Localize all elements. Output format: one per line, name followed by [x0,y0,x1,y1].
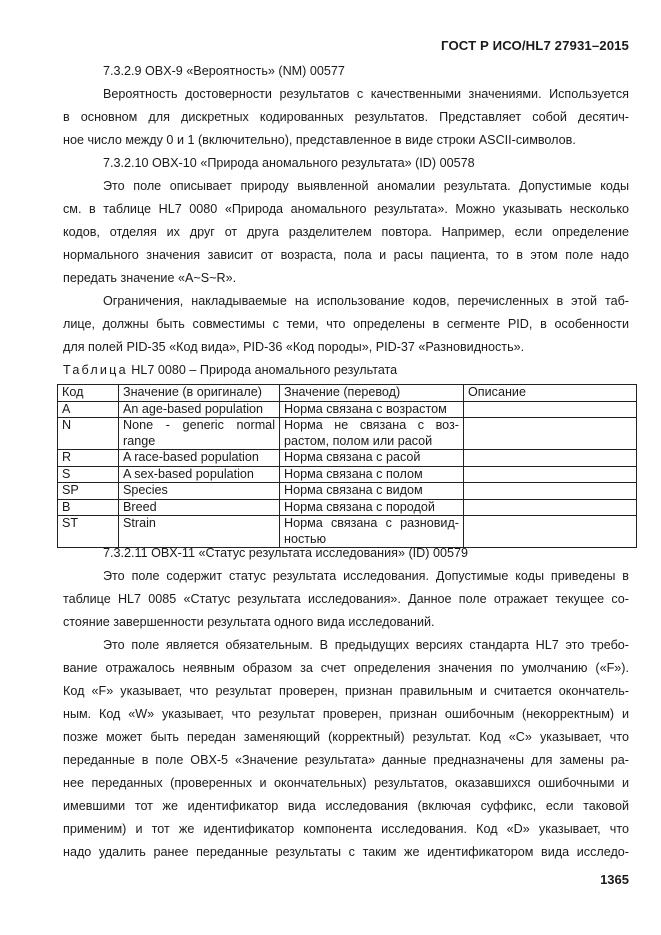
cell-original: Strain [119,516,280,548]
cell-description [464,483,637,500]
cell-line: None - generic normal [123,418,275,432]
cell-line: ностью [284,531,327,546]
paragraph-line: в основном для дискретных кодированных результатов. Представляет собой десятич- [63,110,629,124]
column-header-code: Код [58,385,119,402]
cell-translation [280,516,464,548]
paragraph-line: ным. Код «W» указывает, что результат проверен, признан ошибочным (некорректным) и [63,707,629,721]
cell-original: A race-based population [119,450,280,467]
paragraph-line: Ограничения, накладываемые на использование кодов, перечисленных в этой таб- [103,294,629,308]
cell-original: An age-based population [119,401,280,418]
cell-original: Species [119,483,280,500]
cell-description [464,516,637,548]
paragraph-line: ное число между 0 и 1 (включительно), представленное в виде строки ASCII-символов. [63,133,576,147]
paragraph-line: Это поле описывает природу выявленной аномалии результата. Допустимые коды [103,179,629,193]
paragraph-line: таблице HL7 0085 «Статус результата исследования». Данное поле отражает текущее со- [63,592,629,606]
paragraph-line: переданные в поле OBX-5 «Значение результата» данные предназначены для замены ра- [63,753,629,767]
table-caption [63,362,397,378]
table-caption-text: HL7 0080 – Природа аномального результата [131,363,398,377]
paragraph-line: позже может быть передан заменяющий (корректный) результат. Код «C» указывает, что [63,730,629,744]
cell-code: S [58,466,119,483]
paragraph-line: нормального значения зависит от возраста, пола и расы пациента, то в этом поле надо [63,248,629,262]
section-heading-obx9: 7.3.2.9 OBX-9 «Вероятность» (NM) 00577 [103,64,345,78]
cell-original [119,418,280,450]
paragraph-line: имевшими тот же идентификатор вида исследования (включая суффикс, если таковой [63,799,629,813]
table-row [58,516,637,548]
column-header-translation: Значение (перевод) [280,385,464,402]
cell-code: SP [58,483,119,500]
section-heading-obx11: 7.3.2.11 OBX-11 «Статус результата исследования» (ID) 00579 [103,546,468,560]
cell-translation: Норма связана с видом [280,483,464,500]
paragraph-line: для полей PID-35 «Код вида», PID-36 «Код породы», PID-37 «Разновидность». [63,340,525,354]
table-row [58,450,637,467]
cell-description [464,418,637,450]
cell-translation [280,418,464,450]
cell-translation: Норма связана с расой [280,450,464,467]
paragraph-line: Код «F» указывает, что результат проверен, признан правильным и считается окончатель- [63,684,629,698]
cell-line: растом, полом или расой [284,433,433,448]
section-heading-obx10: 7.3.2.10 OBX-10 «Природа аномального результата» (ID) 00578 [103,156,475,170]
paragraph-line: кодов, отделяя их друг от друга разделителем повтора. Например, если определение [63,225,629,239]
column-header-original: Значение (в оригинале) [119,385,280,402]
table-header-row [58,385,637,402]
cell-line: Норма связана с разновид- [284,516,459,530]
document-header: ГОСТ Р ИСО/HL7 27931–2015 [441,38,629,53]
paragraph-line: надо удалить ранее переданные результаты с таким же идентификатором вида исследо- [63,845,629,859]
paragraph-line: применим) и тот же идентификатор компонента исследования. Код «D» указывает, что [63,822,629,836]
cell-line: Норма не связана с воз- [284,418,459,432]
cell-description [464,466,637,483]
paragraph-line: см. в таблице HL7 0080 «Природа аномального результата». Можно указывать несколько [63,202,629,216]
table-row [58,418,637,450]
cell-original: A sex-based population [119,466,280,483]
table-row [58,483,637,500]
paragraph-line: Вероятность достоверности результатов с качественными значениями. Используется [103,87,629,101]
cell-code: A [58,401,119,418]
cell-code: B [58,499,119,516]
table-row [58,499,637,516]
cell-original: Breed [119,499,280,516]
cell-code: R [58,450,119,467]
paragraph-line: передать значение «A~S~R». [63,271,237,285]
paragraph-line: нее переданных (проверенных и окончательных) результатов, оказавшихся ошибочными и [63,776,629,790]
cell-description [464,401,637,418]
cell-translation: Норма связана с возрастом [280,401,464,418]
paragraph-line: Это поле содержит статус результата исследования. Допустимые коды приведены в [103,569,629,583]
page-number: 1365 [600,872,629,887]
cell-description [464,499,637,516]
table-row [58,466,637,483]
paragraph-line: лице, должны быть совместимы с теми, что определены в сегменте PID, в особенности [63,317,629,331]
cell-translation: Норма связана с породой [280,499,464,516]
cell-translation: Норма связана с полом [280,466,464,483]
cell-code: N [58,418,119,450]
paragraph-line: вание отражалось неявным образом за счет определения значения по умолчанию («F»). [63,661,629,675]
paragraph-line: Это поле является обязательным. В предыдущих версиях стандарта HL7 это требо- [103,638,629,652]
column-header-description: Описание [464,385,637,402]
table-row [58,401,637,418]
paragraph-line: стояние завершенности результата одного вида исследований. [63,615,435,629]
cell-description [464,450,637,467]
cell-line: range [123,433,156,448]
hl7-0080-table [57,384,637,548]
cell-code: ST [58,516,119,548]
table-caption-label: Таблица [63,363,128,377]
